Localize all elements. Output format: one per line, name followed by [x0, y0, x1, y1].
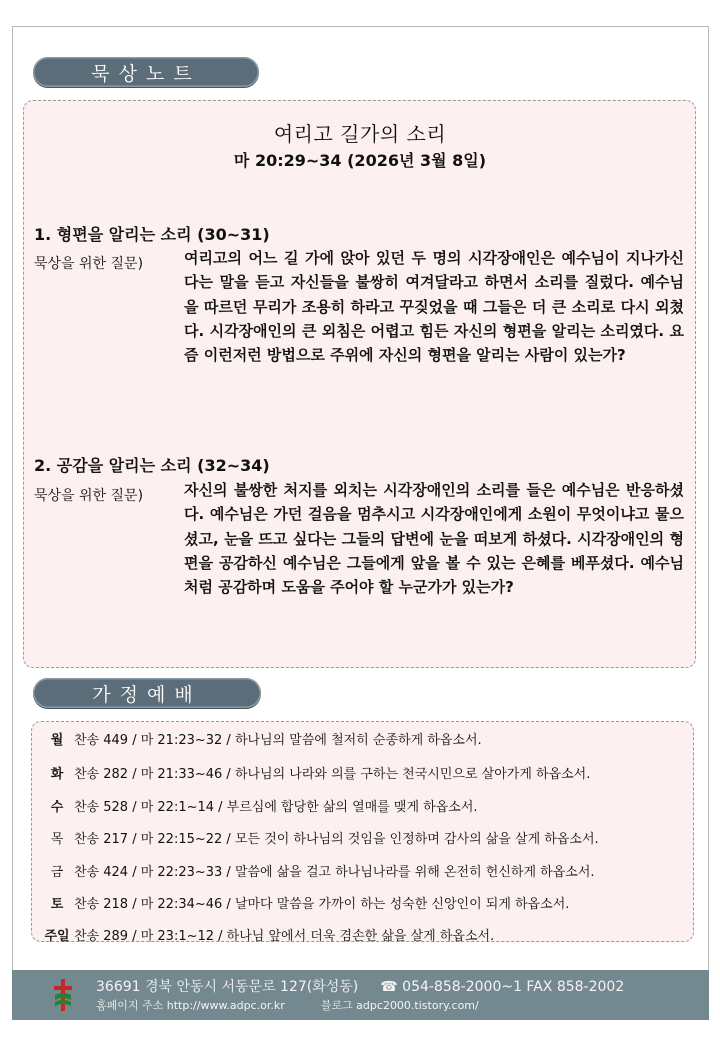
worship-item-sun	[40, 925, 494, 944]
worship-item-thu	[40, 828, 599, 847]
question-label-2: 묵상을 위한 질문)	[34, 488, 144, 504]
worship-day: 월	[50, 733, 64, 748]
worship-text: 찬송 449 / 마 21:23~32 / 하나님의 말씀에 철저히 순종하게 하옵소서.	[74, 733, 482, 748]
question-label-1: 묵상을 위한 질문)	[34, 256, 144, 272]
worship-text: 찬송 218 / 마 22:34~46 / 날마다 말씀을 가까이 하는 성숙한 신앙인이 되게 하옵소서.	[74, 897, 570, 912]
worship-text: 찬송 424 / 마 22:23~33 / 말씀에 삶을 걸고 하나님나라를 위해 온전히 헌신하게 하옵소서.	[74, 865, 595, 880]
section-label-meditation: 묵상노트	[33, 57, 259, 87]
worship-day: 금	[50, 865, 64, 880]
footer-phone: ☎ 054-858-2000~1 FAX 858-2002	[380, 979, 625, 995]
question-text-1: 여리고의 어느 길 가에 앉아 있던 두 명의 시각장애인은 예수님이 지나가신다는 말을 듣고 자신들을 불쌍히 여겨달라고 하면서 소리를 질렀다. 예수님을 따르던 무리가 조용히 하라고 꾸짖었을 때 그들은 더 큰 소리로 다시 외쳤다. 시각장애인의 큰 외침은 어렵고 힘든 자신의 형편을 알리는 소리였다. 요즘 이런저런 방법으로 주위에 자신의 형편을 알리는 사람이 있는가?	[184, 249, 684, 365]
worship-day: 주일	[44, 929, 70, 944]
footer-blog[interactable]: 블로그 adpc2000.tistory.com/	[320, 999, 479, 1012]
footer-homepage[interactable]: 홈페이지 주소 http://www.adpc.or.kr	[96, 999, 285, 1012]
meditation-title: 여리고 길가의 소리	[273, 122, 447, 146]
worship-text: 찬송 282 / 마 21:33~46 / 하나님의 나라와 의를 구하는 천국시민으로 살아가게 하옵소서.	[74, 767, 591, 782]
footer-address: 36691 경북 안동시 서동문로 127(화성동)	[96, 979, 359, 995]
footer	[12, 970, 709, 1020]
footer-web-line	[96, 997, 479, 1013]
church-logo-icon	[52, 977, 74, 1013]
worship-day: 목	[50, 832, 64, 847]
worship-day: 토	[50, 897, 64, 912]
worship-day: 수	[50, 800, 64, 815]
worship-day: 화	[50, 767, 64, 782]
worship-text: 찬송 289 / 마 23:1~12 / 하나님 앞에서 더욱 겸손한 삶을 살게 하옵소서.	[74, 929, 495, 944]
worship-item-fri	[40, 861, 595, 880]
point-heading-2: 2. 공감을 알리는 소리 (32~34)	[34, 456, 270, 475]
worship-item-mon	[40, 729, 482, 748]
worship-text: 찬송 528 / 마 22:1~14 / 부르심에 합당한 삶의 열매를 맺게 하옵소서.	[74, 800, 478, 815]
worship-item-sat	[40, 893, 569, 912]
worship-item-tue	[40, 763, 590, 782]
question-text-2: 자신의 불쌍한 처지를 외치는 시각장애인의 소리를 들은 예수님은 반응하셨다. 예수님은 가던 걸음을 멈추시고 시각장애인에게 소원이 무엇이냐고 물으셨고, 눈을 뜨고 싶다는 그들의 답변에 눈을 떠보게 하셨다. 시각장애인의 형편을 공감하신 예수님은 그들에게 앞을 볼 수 있는 은혜를 베푸셨다. 예수님처럼 공감하며 도움을 주어야 할 누군가가 있는가?	[184, 481, 684, 597]
worship-item-wed	[40, 796, 478, 815]
section-label-worship: 가정예배	[33, 678, 261, 708]
footer-address-line	[96, 976, 624, 996]
meditation-subtitle: 마 20:29~34 (2026년 3월 8일)	[233, 151, 487, 170]
point-heading-1: 1. 형편을 알리는 소리 (30~31)	[34, 225, 270, 244]
worship-text: 찬송 217 / 마 22:15~22 / 모든 것이 하나님의 것임을 인정하며 감사의 삶을 살게 하옵소서.	[74, 832, 599, 847]
